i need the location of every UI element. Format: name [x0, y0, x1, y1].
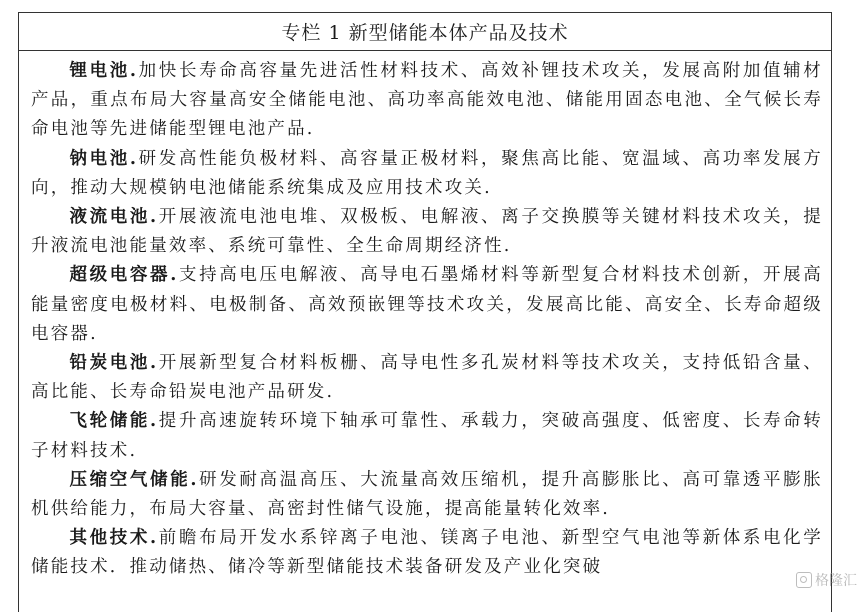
term-lithium-battery: 锂电池. [69, 61, 139, 81]
text-supercapacitor: 支持高电压电解液、高导电石墨烯材料等新型复合材料技术创新，开展高能量密度电极材料、电极制备、高效预嵌锂等技术攻关，发展高比能、高安全、长寿命超级电容器. [31, 265, 823, 344]
paragraph-lithium-battery [31, 57, 823, 145]
text-lead-carbon-battery: 开展新型复合材料板栅、高导电性多孔炭材料等技术攻关，支持低铅含量、高比能、长寿命铅炭电池产品研发. [31, 353, 823, 403]
paragraph-flywheel-storage [31, 407, 823, 465]
paragraph-other-technologies [31, 524, 823, 582]
text-flow-battery: 开展液流电池电堆、双极板、电解液、离子交换膜等关键材料技术攻关，提升液流电池能量效率、系统可靠性、全生命周期经济性. [31, 207, 823, 257]
text-other-technologies: 前瞻布局开发水系锌离子电池、镁离子电池、新型空气电池等新体系电化学储能技术．推动储热、储冷等新型储能技术装备研发及产业化突破 [31, 528, 823, 578]
watermark [796, 570, 857, 590]
watermark-logo-icon [796, 572, 812, 588]
box-content [19, 51, 831, 583]
term-other-technologies: 其他技术. [69, 528, 159, 549]
paragraph-flow-battery [31, 203, 823, 261]
term-flywheel-storage: 飞轮储能. [69, 411, 159, 432]
term-lead-carbon-battery: 铅炭电池. [69, 353, 159, 374]
column-box [18, 12, 832, 612]
term-compressed-air-storage: 压缩空气储能. [69, 469, 199, 490]
term-flow-battery: 液流电池. [69, 207, 159, 228]
paragraph-lead-carbon-battery [31, 349, 823, 407]
watermark-text: 格隆汇 [815, 573, 857, 589]
paragraph-supercapacitor [31, 261, 823, 349]
term-sodium-battery: 钠电池. [69, 148, 139, 169]
box-title: 专栏 1 新型储能本体产品及技术 [19, 13, 831, 51]
text-compressed-air-storage: 研发耐高温高压、大流量高效压缩机，提升高膨胀比、高可靠透平膨胀机供给能力，布局大容量、高密封性储气设施，提高能量转化效率. [31, 469, 823, 520]
text-lithium-battery: 加快长寿命高容量先进活性材料技术、高效补锂技术攻关，发展高附加值辅材产品，重点布局大容量高安全储能电池、高功率高能效电池、储能用固态电池、全气候长寿命电池等先进储能型锂电池产品. [31, 61, 823, 140]
term-supercapacitor: 超级电容器. [69, 265, 179, 286]
text-sodium-battery: 研发高性能负极材料、高容量正极材料，聚焦高比能、宽温域、高功率发展方向，推动大规模钠电池储能系统集成及应用技术攻关. [31, 148, 823, 198]
paragraph-compressed-air-storage [31, 466, 823, 524]
paragraph-sodium-battery [31, 145, 823, 203]
text-flywheel-storage: 提升高速旋转环境下轴承可靠性、承载力，突破高强度、低密度、长寿命转子材料技术. [31, 411, 823, 461]
